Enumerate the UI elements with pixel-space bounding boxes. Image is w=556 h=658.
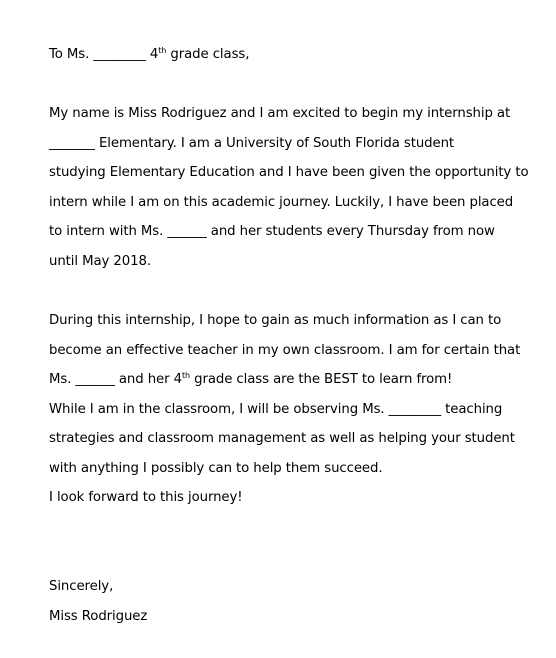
greeting-line: [49, 46, 249, 64]
signature: Miss Rodriguez: [49, 609, 148, 624]
paragraph1-line2: _______ Elementary. I am a University of South Florida student: [49, 136, 455, 151]
paragraph2-ordinal-suffix: th: [181, 371, 190, 380]
closing: Sincerely,: [49, 579, 114, 594]
paragraph1-line5: to intern with Ms. ______ and her students every Thursday from now: [49, 224, 495, 239]
paragraph2-line1: During this internship, I hope to gain as much information as I can to: [49, 313, 502, 328]
paragraph1-line1: My name is Miss Rodriguez and I am excited to begin my internship at: [49, 106, 511, 121]
greeting-text-end: grade class,: [166, 47, 250, 62]
paragraph1-line3: studying Elementary Education and I have been given the opportunity to: [49, 165, 529, 180]
paragraph2-line6: with anything I possibly can to help them succeed.: [49, 461, 383, 476]
paragraph2-line3-text-end: grade class are the BEST to learn from!: [190, 372, 453, 387]
paragraph2-line5: strategies and classroom management as well as helping your student: [49, 431, 515, 446]
paragraph1-line4: intern while I am on this academic journey. Luckily, I have been placed: [49, 195, 514, 210]
paragraph2-line3: [49, 371, 452, 389]
paragraph2-line2: become an effective teacher in my own classroom. I am for certain that: [49, 343, 521, 358]
paragraph1-line6: until May 2018.: [49, 254, 151, 269]
greeting-ordinal-suffix: th: [158, 46, 167, 55]
paragraph2-line4: While I am in the classroom, I will be observing Ms. ________ teaching: [49, 402, 503, 417]
paragraph2-line7: I look forward to this journey!: [49, 490, 243, 505]
paragraph2-line3-text: Ms. ______ and her 4: [49, 372, 182, 387]
greeting-text: To Ms. ________ 4: [49, 47, 159, 62]
